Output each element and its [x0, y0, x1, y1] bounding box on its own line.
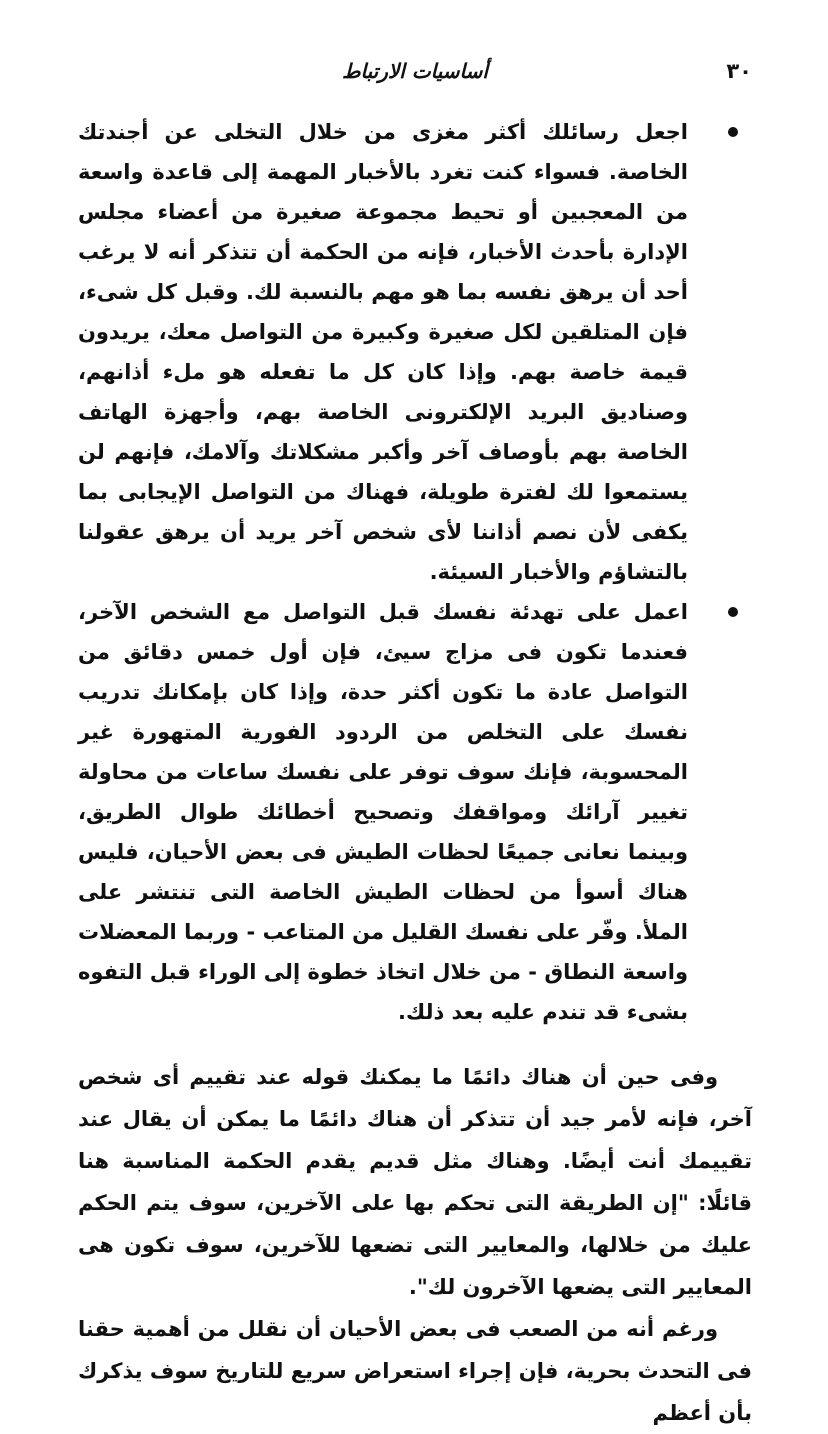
bullet-list	[78, 112, 752, 1032]
page-header	[78, 56, 752, 88]
bullet-item	[78, 592, 752, 1032]
body-paragraph: ورغم أنه من الصعب فى بعض الأحيان أن نقلل من أهمية حقنا فى التحدث بحرية، فإن إجراء استعراض سريع للتاريخ سوف يذكرك بأن أعظم	[78, 1317, 752, 1425]
running-title: أساسيات الارتباط	[342, 59, 488, 83]
bullet-dot-icon	[728, 607, 738, 617]
body-paragraph: وفى حين أن هناك دائمًا ما يمكنك قوله عند تقييم أى شخص آخر، فإنه لأمر جيد أن تتذكر أن هناك دائمًا ما يمكن أن يقال عند تقييمك أنت أيضًا. وهناك مثل قديم يقدم الحكمة المناسبة هنا قائلًا: "إن الطريقة التى تحكم بها على الآخرين، سوف يتم الحكم عليك من خلالها، والمعايير التى تضعها للآخرين، سوف تكون هى المعايير التى يضعها الآخرون لك".	[78, 1065, 752, 1299]
body-paragraphs	[78, 1056, 752, 1434]
bullet-text: اعمل على تهدئة نفسك قبل التواصل مع الشخص الآخر، فعندما تكون فى مزاج سيئ، فإن أول خمس دقائق من التواصل عادة ما تكون أكثر حدة، وإذا كان بإمكانك تدريب نفسك على التخلص من الردود الفورية المتهورة غير المحسوبة، فإنك سوف توفر على نفسك ساعات من محاولة تغيير آرائك ومواقفك وتصحيح أخطائك طوال الطريق، وبينما نعانى جميعًا لحظات الطيش فى بعض الأحيان، فليس هناك أسوأ من لحظات الطيش الخاصة التى تنتشر على الملأ. وفّر على نفسك القليل من المتاعب - وربما المعضلات واسعة النطاق - من خلال اتخاذ خطوة إلى الوراء قبل التفوه بشىء قد تندم عليه بعد ذلك.	[78, 600, 688, 1024]
page-number: ٣٠	[726, 59, 752, 83]
bullet-text: اجعل رسائلك أكثر مغزى من خلال التخلى عن أجندتك الخاصة. فسواء كنت تغرد بالأخبار المهمة إلى قاعدة واسعة من المعجبين أو تحيط مجموعة صغيرة من أعضاء مجلس الإدارة بأحدث الأخبار، فإنه من الحكمة أن تتذكر أنه لا يرغب أحد أن يرهق نفسه بما هو مهم بالنسبة لك. وقبل كل شىء، فإن المتلقين لكل صغيرة وكبيرة من التواصل معك، يريدون قيمة خاصة بهم. وإذا كان كل ما تفعله هو ملء أذانهم، وصناديق البريد الإلكترونى الخاصة بهم، وأجهزة الهاتف الخاصة بهم بأوصاف آخر وأكبر مشكلاتك وآلامك، فإنهم لن يستمعوا لك لفترة طويلة، فهناك من التواصل الإيجابى بما يكفى لأن نصم أذاننا لأى شخص آخر يريد أن يرهق عقولنا بالتشاؤم والأخبار السيئة.	[78, 120, 688, 584]
page-body	[78, 112, 752, 1434]
bullet-item	[78, 112, 752, 592]
bullet-dot-icon	[728, 127, 738, 137]
